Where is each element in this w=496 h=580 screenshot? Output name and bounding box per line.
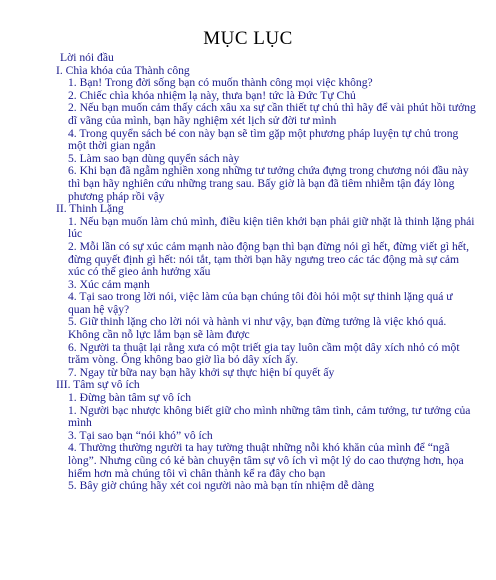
toc-entry[interactable]: 5. Giữ thinh lặng cho lời nói và hành vi như vậy, bạn đừng tưởng là việc khó quá. Không cần nỗ lực lắm bạn sẽ làm được bbox=[68, 315, 447, 342]
page-title: MỤC LỤC bbox=[203, 28, 293, 49]
toc-entry[interactable]: 5. Làm sao bạn dùng quyển sách này bbox=[68, 151, 240, 165]
toc-entry[interactable]: 3. Xúc cảm mạnh bbox=[68, 277, 150, 291]
toc-section-heading[interactable]: III. Tâm sự vô ích bbox=[56, 378, 140, 392]
toc-section-heading[interactable]: Lời nói đầu bbox=[60, 51, 114, 64]
toc-entry[interactable]: 4. Trong quyển sách bé con này bạn sẽ tìm gặp một phương pháp luyện tự chủ trong một thời gian ngắn bbox=[68, 126, 459, 153]
toc-entry[interactable]: 4. Tại sao trong lời nói, việc làm của bạn chúng tôi đòi hỏi một sự thinh lặng quá ư quan hệ vậy? bbox=[68, 290, 453, 316]
toc-entry[interactable]: 5. Bây giờ chúng hãy xét coi người nào mà bạn tín nhiệm dễ dàng bbox=[68, 479, 375, 493]
toc-section-heading[interactable]: I. Chìa khóa của Thành công bbox=[56, 63, 190, 77]
toc-entry[interactable]: 2. Nếu bạn muốn cảm thấy cách xâu xa sự cần thiết tự chủ thì hãy để vài phút hồi tưởng dĩ vãng của mình, bạn hãy nghiệm xét lịch sử đời tư mình bbox=[68, 101, 476, 127]
toc-entry[interactable]: 7. Ngay từ bữa nay bạn hãy khởi sự thực hiện bí quyết ấy bbox=[68, 365, 335, 379]
toc-entry[interactable]: 6. Người ta thuật lại rằng xưa có một triết gia tay luôn cầm một dây xích nhỏ có một trăm vòng. Ông không bao giờ lìa bỏ dây xích ấy. bbox=[68, 340, 460, 367]
toc-entry[interactable]: 3. Tại sao bạn “nói khó” vô ích bbox=[68, 428, 213, 442]
toc-section-heading[interactable]: II. Thinh Lặng bbox=[56, 202, 124, 216]
toc-entry[interactable]: 1. Người bạc nhược không biết giữ cho mình những tâm tình, cảm tưởng, tư tưởng của mình bbox=[68, 403, 471, 430]
toc-entry[interactable]: 4. Thường thường người ta hay tường thuật những nỗi khó khăn của mình để “ngã lòng”. Nhưng cũng có kẻ bàn chuyện tâm sự vô ích vì một lý do cao thượng hơn, họa hiếm hơn mà chúng tôi vì chân thành kể ra đây cho bạn bbox=[68, 441, 464, 480]
toc-entry[interactable]: 1. Đừng bàn tâm sự vô ích bbox=[68, 391, 192, 405]
toc-entry[interactable]: 2. Chiếc chìa khóa nhiệm lạ này, thưa bạn! tức là Đức Tự Chủ bbox=[68, 88, 356, 102]
toc-entry[interactable]: 1. Nếu bạn muốn làm chủ mình, điều kiện tiên khởi bạn phải giữ nhặt là thinh lặng phải lúc bbox=[68, 214, 475, 241]
table-of-contents bbox=[56, 52, 476, 493]
toc-entry[interactable]: 1. Bạn! Trong đời sống bạn có muốn thành công mọi việc không? bbox=[68, 76, 373, 90]
toc-entry[interactable]: 2. Mỗi lần có sự xúc cảm mạnh nào động bạn thì bạn đừng nói gì hết, đừng viết gì hết, đừng quyết định gì hết: nói tắt, tạm thời bạn hãy ngưng treo các tác động mà sự cảm xúc có thể gieo ảnh hưởng xấu bbox=[68, 239, 470, 279]
toc-entry[interactable]: 6. Khi bạn đã ngẫm nghiền xong những tư tưởng chứa đựng trong chương nói đầu này thì bạn hãy nghiên cứu những trang sau. Bấy giờ là bạn đã tiêm nhiễm tận đáy lòng phương pháp rồi vậy bbox=[68, 164, 469, 203]
